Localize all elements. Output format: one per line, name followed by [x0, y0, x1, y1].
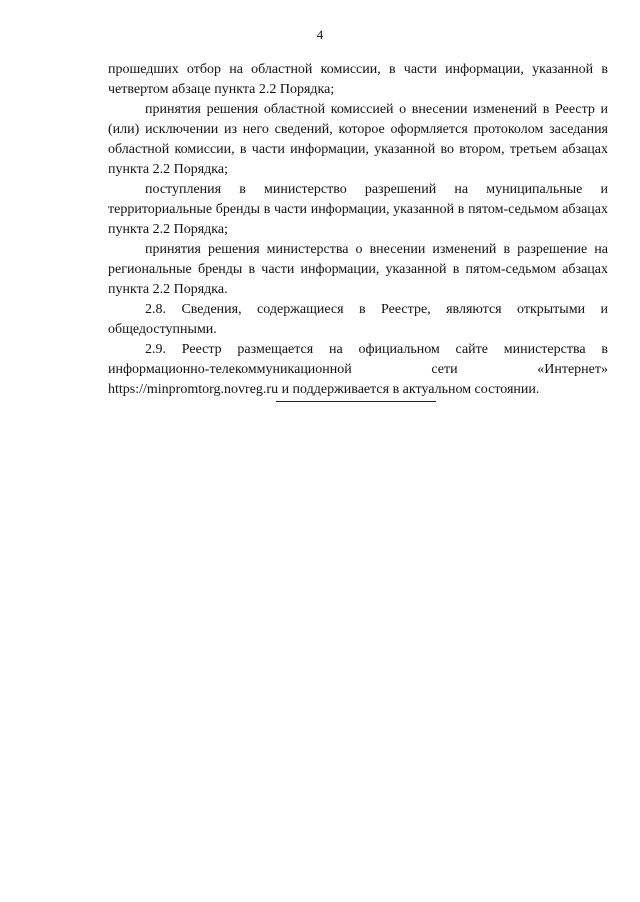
paragraph-commission-decision: принятия решения областной комиссией о внесении изменений в Реестр и (или) исключении из него сведений, которое оформляется протоколом заседания областной комиссии, в части информации, указанной во втором, третьем абзацах пункта 2.2 Порядка; [108, 102, 608, 177]
page-number: 4 [316, 27, 324, 42]
paragraph-continuation: прошедших отбор на областной комиссии, в части информации, указанной в четвертом абзаце пункта 2.2 Порядка; [108, 62, 608, 97]
paragraph-ministry-decision: принятия решения министерства о внесении изменений в разрешение на региональные бренды в части информации, указанной в пятом-седьмом абзацах пункта 2.2 Порядка. [108, 242, 608, 297]
document-body [108, 60, 608, 400]
paragraph-permits-received: поступления в министерство разрешений на муниципальные и территориальные бренды в части информации, указанной в пятом-седьмом абзацах пункта 2.2 Порядка; [108, 182, 608, 237]
end-divider-line [276, 401, 436, 402]
paragraph-section-2-8: 2.8. Сведения, содержащиеся в Реестре, являются открытыми и общедоступными. [108, 302, 608, 337]
paragraph-section-2-9: 2.9. Реестр размещается на официальном сайте министерства в информационно-телекоммуникационной сети «Интернет» https://minpromtorg.novreg.ru и поддерживается в актуальном состоянии. [108, 342, 608, 397]
